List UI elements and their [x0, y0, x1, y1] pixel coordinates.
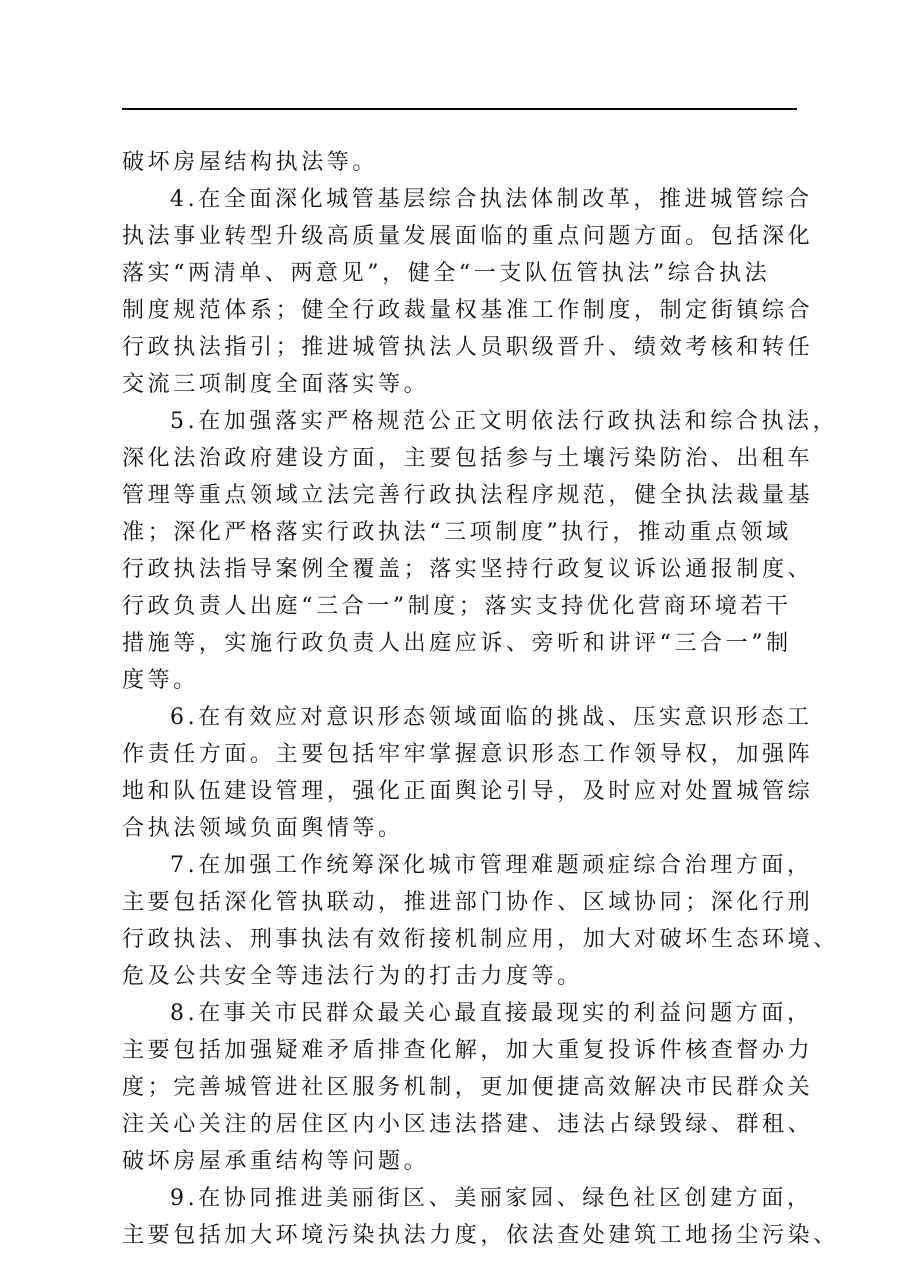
text-line: 破坏房屋结构执法等。	[122, 150, 379, 175]
text-line: 制度规范体系；健全行政裁量权基准工作制度，制定街镇综合	[122, 298, 814, 323]
text-line: 5.在加强落实严格规范公正文明依法行政执法和综合执法，	[170, 409, 839, 434]
text-line: 度等。	[122, 668, 199, 693]
paragraph	[122, 699, 812, 847]
text-line: 执法事业转型升级高质量发展面临的重点问题方面。包括深化	[122, 224, 814, 249]
text-line: 行政执法、刑事执法有效衔接机制应用，加大对破坏生态环境、	[122, 927, 839, 952]
text-line: 度；完善城管进社区服务机制，更加便捷高效解决市民群众关	[122, 1075, 814, 1100]
paragraph	[122, 1180, 839, 1254]
text-line: 8.在事关市民群众最关心最直接最现实的利益问题方面，	[170, 1001, 813, 1026]
text-line: 危及公共安全等违法行为的打击力度等。	[122, 964, 583, 989]
text-line: 准；深化严格落实行政执法“三项制度”执行，推动重点领域	[122, 520, 792, 545]
text-line: 措施等，实施行政负责人出庭应诉、旁听和讲评“三合一”制	[122, 631, 792, 656]
text-line: 注关心关注的居住区内小区违法搭建、违法占绿毁绿、群租、	[122, 1112, 814, 1137]
document-body	[122, 144, 839, 1254]
text-line: 主要包括加大环境污染执法力度，依法查处建筑工地扬尘污染、	[122, 1223, 839, 1248]
text-line: 破坏房屋承重结构等问题。	[122, 1149, 430, 1174]
text-line: 落实“两清单、两意见”，健全“一支队伍管执法”综合执法	[122, 261, 771, 286]
text-line: 主要包括深化管执联动，推进部门协作、区域协同；深化行刑	[122, 890, 814, 915]
text-line: 合执法领域负面舆情等。	[122, 816, 404, 841]
text-line: 交流三项制度全面落实等。	[122, 372, 430, 397]
text-line: 4.在全面深化城管基层综合执法体制改革，推进城管综合	[170, 187, 813, 212]
paragraph	[122, 995, 812, 1180]
text-line: 深化法治政府建设方面，主要包括参与土壤污染防治、出租车	[122, 446, 814, 471]
paragraph	[122, 403, 839, 699]
text-line: 作责任方面。主要包括牢牢掌握意识形态工作领导权，加强阵	[122, 742, 814, 767]
text-line: 行政负责人出庭“三合一”制度；落实支持优化营商环境若干	[122, 594, 792, 619]
text-line: 行政执法指导案例全覆盖；落实坚持行政复议诉讼通报制度、	[122, 557, 814, 582]
text-line: 9.在协同推进美丽街区、美丽家园、绿色社区创建方面，	[170, 1186, 813, 1211]
paragraph	[122, 181, 812, 403]
paragraph	[122, 847, 839, 995]
header-rule	[122, 108, 797, 110]
text-line: 主要包括加强疑难矛盾排查化解，加大重复投诉件核查督办力	[122, 1038, 814, 1063]
text-line: 行政执法指引；推进城管执法人员职级晋升、绩效考核和转任	[122, 335, 814, 360]
text-line: 地和队伍建设管理，强化正面舆论引导，及时应对处置城管综	[122, 779, 814, 804]
text-line: 6.在有效应对意识形态领域面临的挑战、压实意识形态工	[170, 705, 813, 730]
paragraph	[122, 144, 812, 181]
text-line: 管理等重点领域立法完善行政执法程序规范，健全执法裁量基	[122, 483, 814, 508]
text-line: 7.在加强工作统筹深化城市管理难题顽症综合治理方面，	[170, 853, 813, 878]
